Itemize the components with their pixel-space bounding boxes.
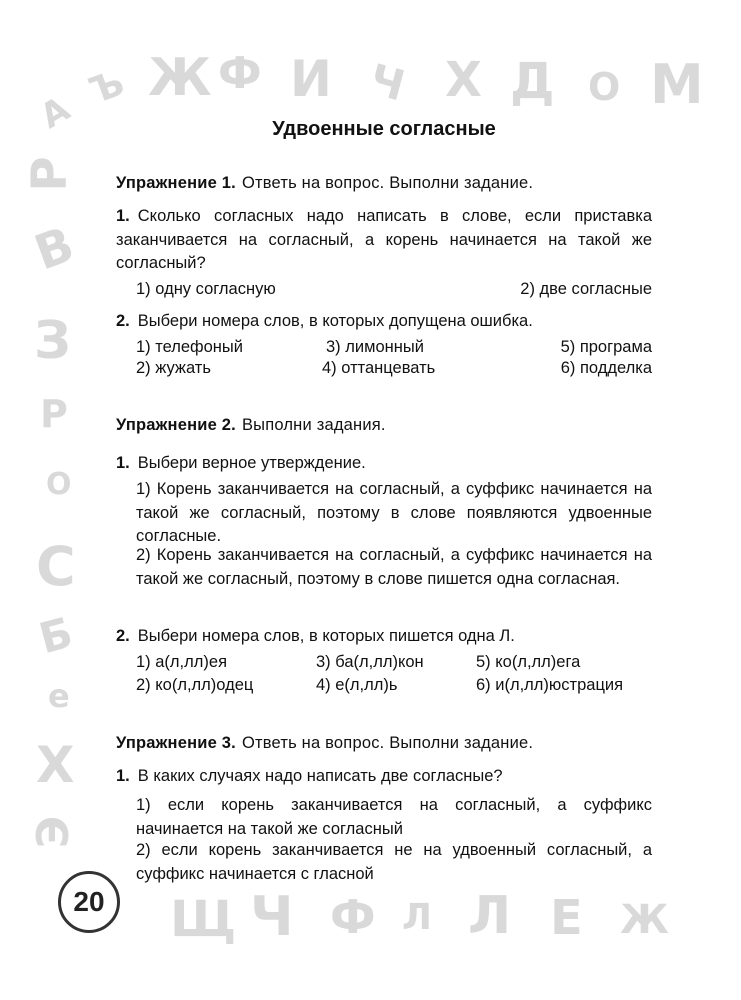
decorative-letter: Б [34, 607, 78, 664]
page-number: 20 [58, 871, 120, 933]
answer-options-row-1 [136, 338, 652, 360]
question-text: Сколько согласных надо написать в слове, если приставка заканчивается на согласный, а корень начинается на такой же согласный? [116, 207, 652, 272]
exercise-label: Упражнение 2. [116, 416, 236, 434]
decorative-letter: Х [36, 736, 75, 794]
answer-option: 6) подделка [560, 359, 652, 377]
decorative-letter: е [48, 677, 70, 715]
decorative-letter: Л [468, 886, 512, 946]
question-number: 2. [116, 312, 130, 330]
decorative-letters-bottom [140, 880, 700, 960]
question-text: Выбери номера слов, в которых допущена ошибка. [137, 312, 533, 330]
exercise-2-question-1 [116, 452, 652, 476]
decorative-letter: Е [550, 890, 583, 946]
decorative-letter: А [33, 89, 77, 137]
exercise-1-question-2 [116, 310, 652, 334]
decorative-letter: Д [510, 52, 555, 110]
exercise-3-heading [116, 734, 533, 753]
exercise-1-heading [116, 174, 533, 193]
decorative-letter: Э [28, 815, 80, 849]
decorative-letter: С [36, 535, 76, 598]
decorative-letter: Ж [148, 48, 212, 108]
question-number: 2. [116, 627, 130, 645]
decorative-letters-left [22, 120, 92, 880]
decorative-letter: Х [445, 52, 483, 108]
exercise-instruction: Выполни задания. [241, 416, 386, 434]
decorative-letter: Ч [364, 54, 410, 111]
answer-option: 4) оттанцевать [322, 359, 436, 377]
answer-option: 2) две согласные [520, 280, 652, 298]
decorative-letter: О [588, 65, 621, 109]
decorative-letter: М [650, 53, 704, 116]
question-number: 1. [116, 207, 130, 225]
answer-option: 3) лимонный [326, 338, 424, 356]
answer-option: 2) ко(л,лл)одец [136, 676, 254, 694]
statement-option: 2) Корень заканчивается на согласный, а суффикс начинается на такой же согласный, поэтому в слове пишется одна согласная. [136, 546, 652, 588]
decorative-letter: В [27, 216, 82, 282]
answer-options-row-2 [136, 676, 652, 698]
decorative-letter: Л [402, 897, 432, 938]
answer-option: 3) ба(л,лл)кон [316, 653, 424, 671]
decorative-letter: З [34, 311, 71, 371]
answer-option: 5) ко(л,лл)ега [476, 653, 581, 671]
question-text: Выбери верное утверждение. [137, 454, 366, 472]
decorative-letter: И [290, 50, 332, 108]
exercise-label: Упражнение 3. [116, 734, 236, 752]
answer-option: 5) програма [560, 338, 652, 356]
answer-options-row-1 [136, 653, 652, 675]
exercise-3-question-1 [116, 765, 652, 789]
statement-option: 1) если корень заканчивается на согласный, а суффикс начинается на такой же согласный [136, 796, 652, 838]
decorative-letter: Ъ [83, 62, 130, 113]
answer-option: 4) е(л,лл)ь [316, 676, 398, 694]
decorative-letter: Ф [330, 890, 376, 944]
decorative-letter: О [46, 467, 72, 502]
exercise-2-heading [116, 416, 386, 435]
answer-options-row-2 [136, 359, 652, 381]
question-text: Выбери номера слов, в которых пишется одна Л. [137, 627, 515, 645]
exercise-instruction: Ответь на вопрос. Выполни задание. [241, 734, 534, 752]
answer-option: 6) и(л,лл)юстрация [476, 676, 624, 694]
decorative-letter: Ч [250, 885, 294, 948]
statement-option: 1) Корень заканчивается на согласный, а суффикс начинается на такой же согласный, поэтому в слове появляются удвоенные согласные. [136, 480, 652, 545]
exercise-2-question-2 [116, 625, 652, 649]
exercise-instruction: Ответь на вопрос. Выполни задание. [241, 174, 534, 192]
answer-option: 1) телефоный [136, 338, 244, 356]
exercise-1-question-1 [116, 205, 652, 276]
answer-option: 1) одну согласную [136, 280, 276, 298]
statement-option: 2) если корень заканчивается не на удвоенный согласный, а суффикс начинается с гласной [136, 841, 652, 883]
exercise-label: Упражнение 1. [116, 174, 236, 192]
answer-option: 1) а(л,лл)ея [136, 653, 227, 671]
decorative-letter: Щ [170, 890, 237, 948]
answer-options [136, 280, 652, 302]
decorative-letter: Р [40, 392, 68, 436]
answer-option: 2) жужать [136, 359, 211, 377]
question-number: 1. [116, 454, 130, 472]
decorative-letter: Ф [218, 48, 262, 99]
question-text: В каких случаях надо написать две согласные? [137, 767, 503, 785]
decorative-letter: Р [21, 156, 78, 192]
question-number: 1. [116, 767, 130, 785]
page-title: Удвоенные согласные [272, 118, 496, 140]
decorative-letter: Ж [620, 897, 669, 943]
